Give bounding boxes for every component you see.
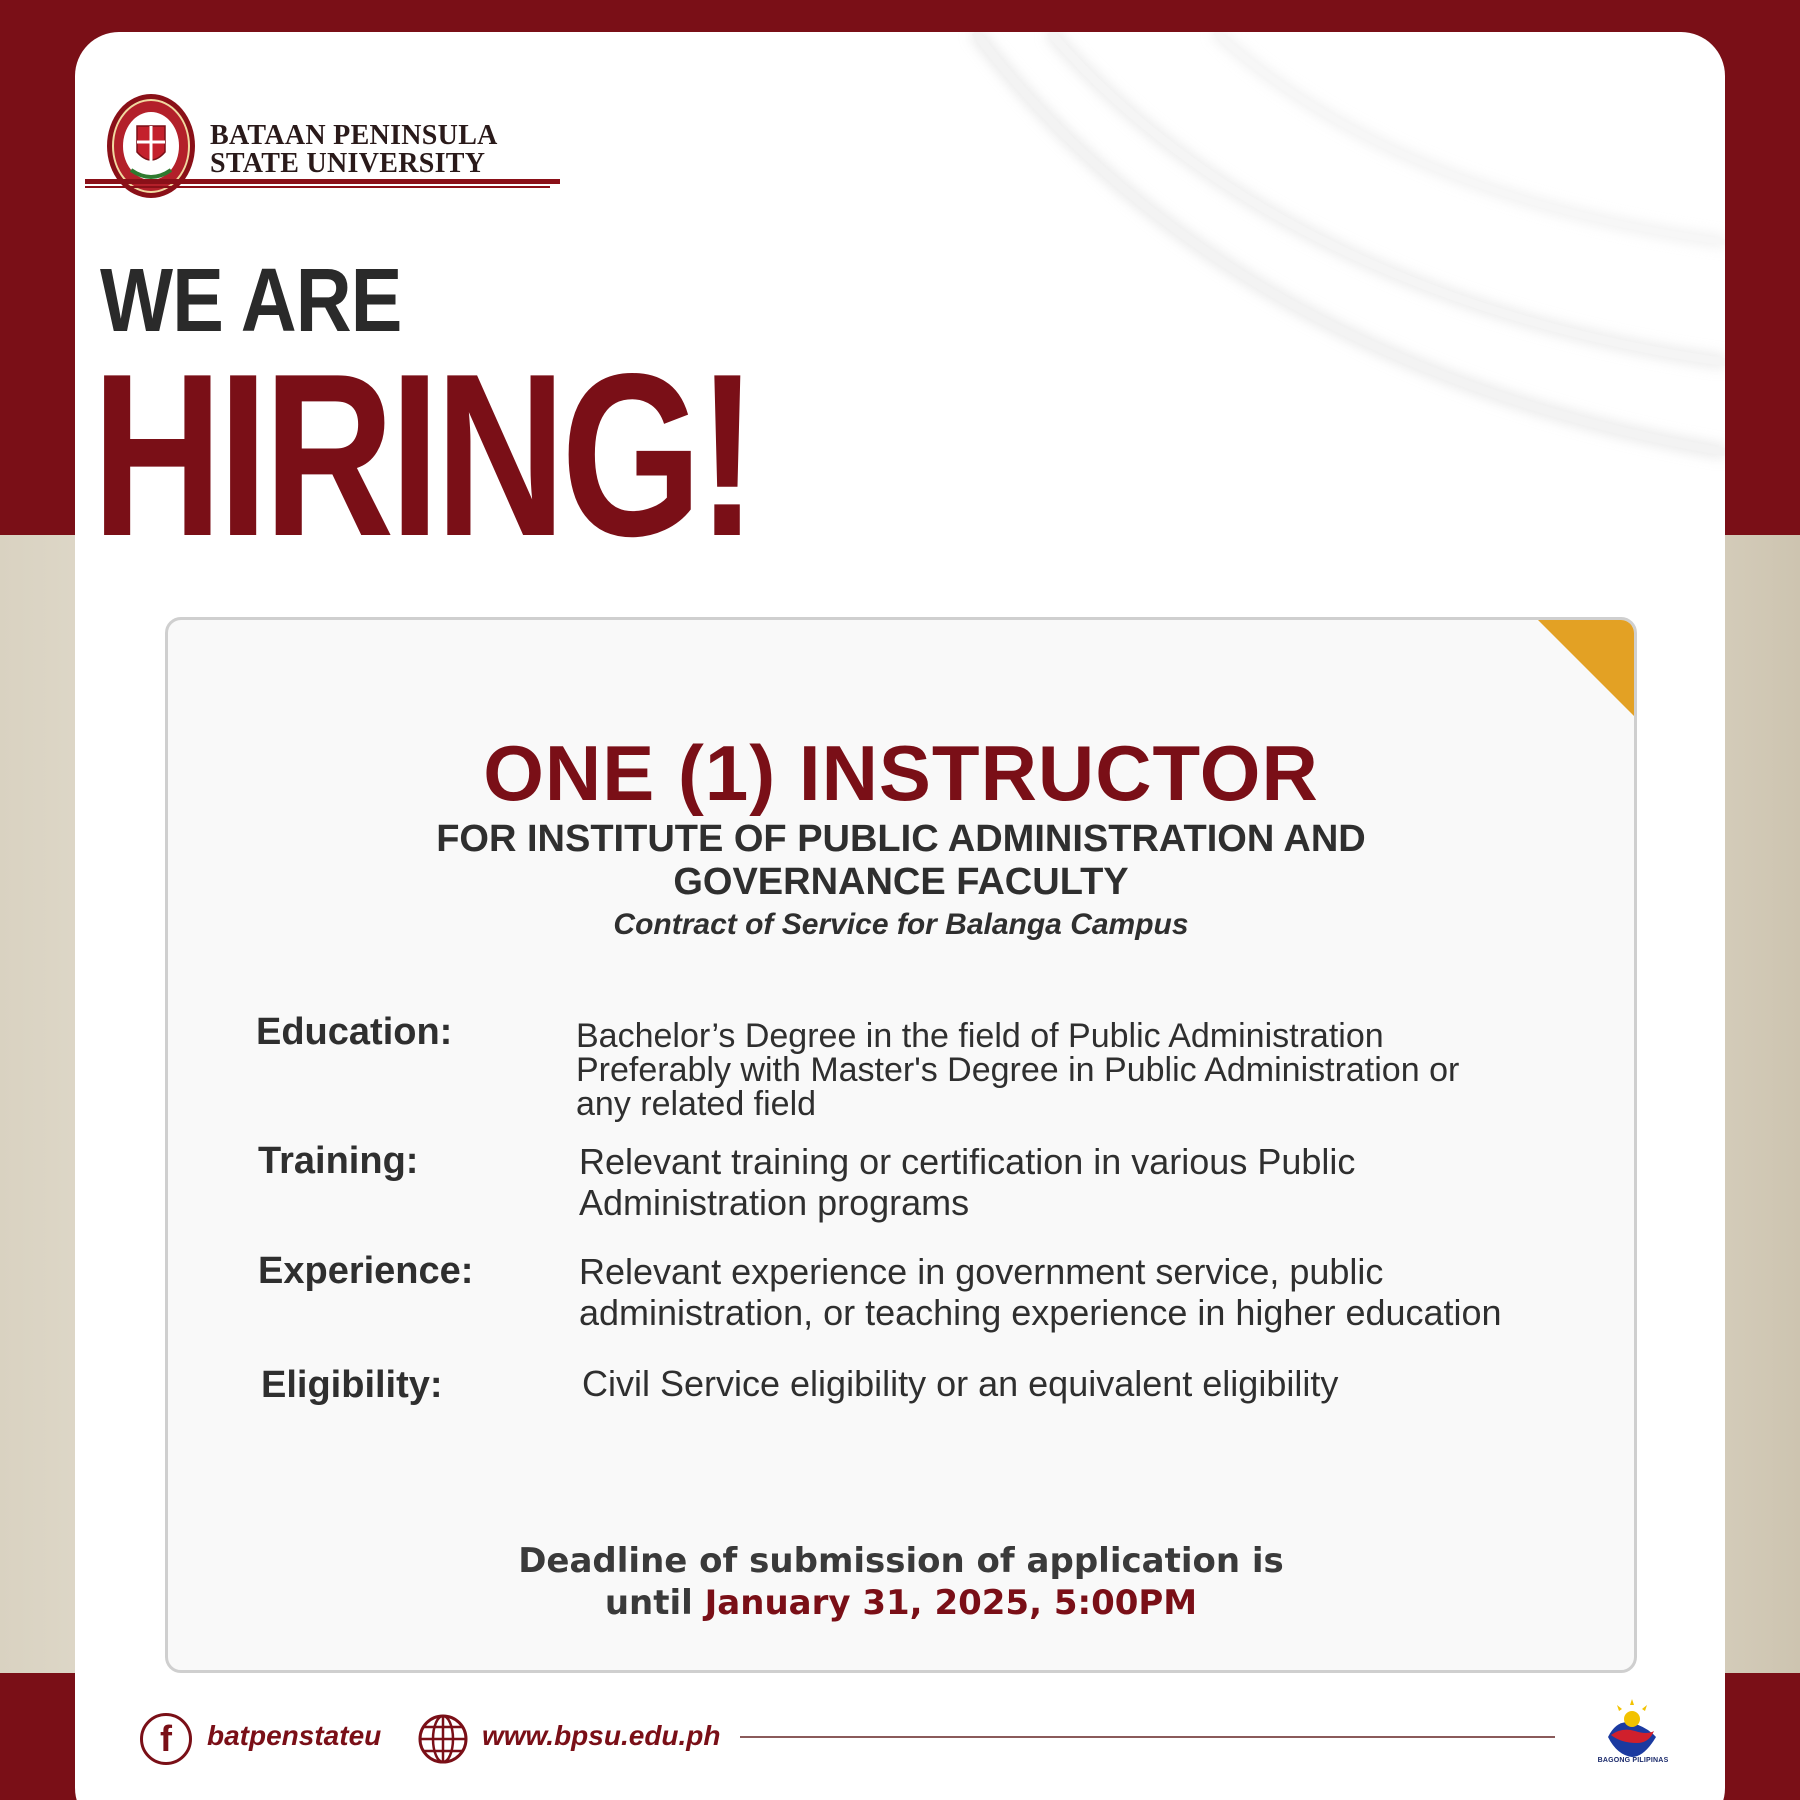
job-contract-type: Contract of Service for Balanga Campus [613, 908, 1189, 941]
education-line: Bachelor’s Degree in the field of Public Administration [576, 1017, 1384, 1055]
facebook-handle-link[interactable]: batpenstateu [207, 1720, 382, 1751]
logo-underline-thin [85, 186, 550, 188]
logo-underline [85, 179, 560, 184]
deadline-prefix: until [604, 1583, 693, 1623]
training-line: Relevant training or certification in various Public [579, 1141, 1356, 1182]
training-value [579, 1141, 1355, 1223]
education-line: Preferably with Master's Degree in Public Administration or [576, 1051, 1460, 1089]
job-details-panel [165, 617, 1637, 1673]
facebook-icon[interactable]: f [140, 1713, 192, 1765]
headline-hiring: HIRING! [92, 326, 753, 585]
experience-line: Relevant experience in government service, public [579, 1251, 1384, 1292]
deadline-line2 [168, 1582, 1634, 1624]
eligibility-value [582, 1363, 1338, 1404]
deadline-date: January 31, 2025, 5:00PM [704, 1583, 1198, 1623]
university-name-line2: STATE UNIVERSITY [210, 148, 486, 179]
experience-label: Experience: [258, 1250, 474, 1292]
eligibility-label: Eligibility: [261, 1364, 443, 1406]
headline-we-are: WE ARE [100, 251, 402, 351]
training-label: Training: [258, 1140, 419, 1182]
bagong-pilipinas-logo [1597, 1697, 1667, 1763]
university-name [210, 122, 498, 178]
experience-line: administration, or teaching experience in higher education [579, 1292, 1502, 1333]
footer-divider [740, 1736, 1555, 1738]
job-title: ONE (1) INSTRUCTOR [483, 729, 1319, 817]
job-subtitle [168, 818, 1634, 904]
job-subtitle-line2: GOVERNANCE FACULTY [673, 861, 1129, 903]
eligibility-line: Civil Service eligibility or an equivalent eligibility [582, 1363, 1339, 1404]
experience-value [579, 1251, 1502, 1333]
university-name-line1: BATAAN PENINSULA [210, 120, 498, 151]
deadline-notice [168, 1540, 1634, 1624]
training-line: Administration programs [579, 1182, 970, 1223]
education-label: Education: [256, 1011, 453, 1053]
corner-accent-triangle [1538, 620, 1634, 716]
deadline-line1: Deadline of submission of application is [518, 1541, 1284, 1581]
education-value [576, 1018, 1459, 1122]
website-link[interactable]: www.bpsu.edu.ph [482, 1720, 721, 1751]
globe-icon[interactable] [417, 1713, 469, 1765]
job-subtitle-line1: FOR INSTITUTE OF PUBLIC ADMINISTRATION AND [436, 818, 1366, 860]
education-line: any related field [576, 1085, 817, 1123]
bagong-pilipinas-text: BAGONG PILIPINAS [1597, 1757, 1669, 1764]
